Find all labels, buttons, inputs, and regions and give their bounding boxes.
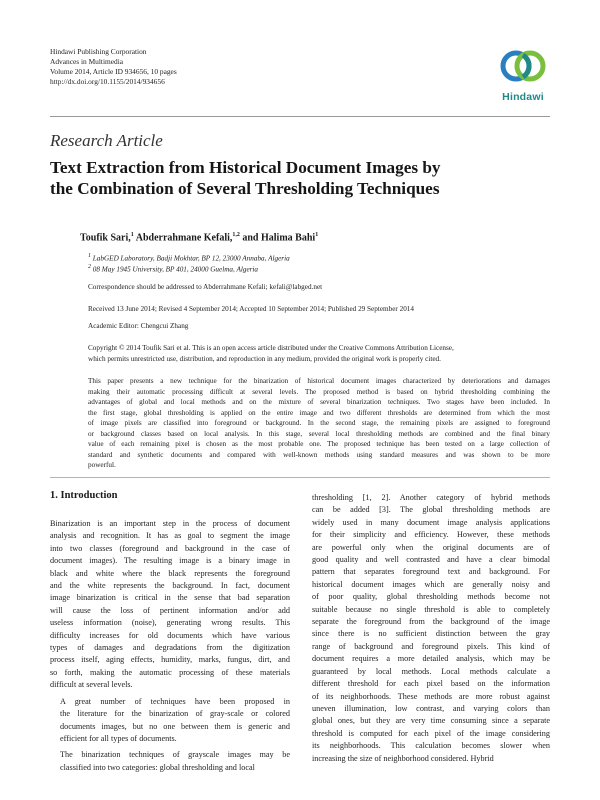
article-dates: Received 13 June 2014; Revised 4 September 2014; Accepted 10 September 2014; Published 29 September 2014 <box>88 305 414 313</box>
text-line: and the white represents the background. In fact, document <box>50 581 290 591</box>
text-line: Binarization is an important step in the process of document <box>50 519 290 528</box>
affiliation <box>88 264 258 273</box>
paragraph <box>50 518 290 692</box>
academic-editor: Academic Editor: Chengcui Zhang <box>88 322 189 330</box>
text-line: guaranteed by local methods. Local methods calculate a <box>312 666 550 676</box>
text-line: document images). The resulting image is a binary image in <box>50 556 290 566</box>
text-line: historical document images which are generally noisy and <box>312 579 550 589</box>
affiliation <box>88 253 290 262</box>
text-line: suitable because no single threshold is able to completely <box>312 604 550 614</box>
volume-line: Volume 2014, Article ID 934656, 10 pages <box>50 67 177 76</box>
text-line: global ones, but they are very time consuming since a separate <box>312 716 550 726</box>
author-sup: 1 <box>315 232 319 238</box>
affiliation-text: 08 May 1945 University, BP 401, 24000 Guelma, Algeria <box>92 265 259 274</box>
hindawi-logo-text: Hindawi <box>502 91 544 103</box>
publication-info <box>50 47 177 87</box>
copyright-notice <box>88 343 550 364</box>
author-sup: 1 <box>130 232 134 238</box>
text-line: different threshold for each pixel based on the information <box>312 679 550 689</box>
header-divider <box>50 116 550 117</box>
text-line: of its neighborhoods. These methods are more robust against <box>312 691 550 701</box>
text-line: are powerful only when the original documents are of <box>312 542 550 552</box>
text-line: types of damages and degradations from the digitization <box>50 643 290 653</box>
text-line: its neighborhoods. This calculation becomes slower when <box>312 741 550 751</box>
text-line: thresholding [1, 2]. Another category of hybrid methods <box>312 493 550 502</box>
abstract-line: or background classes based on local analysis. In this stage, several local thresholding methods are combined and the final binary <box>88 429 550 438</box>
text-line: image binarization is critical in the sense that bad separation <box>50 593 290 603</box>
hindawi-logo-icon <box>493 40 553 90</box>
hindawi-logo <box>493 40 553 106</box>
left-column <box>50 518 290 774</box>
text-line: document requires a more detailed analysis, which may be <box>312 654 550 664</box>
paragraph <box>50 749 290 774</box>
author-list <box>80 232 318 243</box>
title-line-1: Text Extraction from Historical Document Images by <box>50 158 441 177</box>
text-line: documents images, but no one between them is generic and <box>60 721 290 731</box>
article-type: Research Article <box>50 131 163 150</box>
text-line: will cause the loss of pertinent information and/or add <box>50 605 290 615</box>
text-line: into two classes (foreground and background in the case of <box>50 543 290 553</box>
section-heading: 1. Introduction <box>50 490 118 501</box>
text-line: the literature for the binarization of gray-scale or colored <box>60 709 290 719</box>
text-line: good quality and well contrasted and have a clear bimodal <box>312 555 550 565</box>
affiliation-text: LabGED Laboratory, Badji Mokhtar, BP 12, 23000 Annaba, Algeria <box>92 254 290 263</box>
affiliation-sup: 2 <box>88 264 91 270</box>
abstract-line: the first stage, global thresholding is applied on the entire image and two different thresholds are determined from which the most <box>88 408 550 417</box>
author-sup: 1,2 <box>232 232 240 238</box>
text-line: for their simplicity and efficiency. However, these methods <box>312 530 550 540</box>
text-line: pattern that separates foreground text and background. For <box>312 567 550 577</box>
copyright-line: Copyright © 2014 Toufik Sari et al. This is an open access article distributed under the Creative Commons Attribution License, <box>88 344 454 352</box>
text-line: process itself, aging effects, humidity, marks, fungus, dirt, and <box>50 655 290 665</box>
author-name: and Halima Bahi <box>242 232 316 244</box>
text-line: difficult at several levels. <box>50 680 133 690</box>
text-line: difficulty increases for old documents which have various <box>50 630 290 640</box>
abstract-line: value of each remaining pixel is chosen as the most probable one. The proposed technique has been tested on a large collection of <box>88 440 550 448</box>
text-line: of poor quality, global thresholding methods become not <box>312 592 550 602</box>
text-line: threshold is computed for each pixel of the image considering <box>312 728 550 738</box>
abstract-line: This paper presents a new technique for the binarization of historical document images characterized by deteriorations and damages <box>88 377 550 385</box>
title-line-2: the Combination of Several Thresholding Techniques <box>50 179 440 198</box>
correspondence: Correspondence should be addressed to Abderrahmane Kefali; kefali@labged.net <box>88 283 323 291</box>
affiliation-sup: 1 <box>88 253 91 259</box>
text-line: since there is no sufficient distinction between the gray <box>312 629 550 639</box>
text-line: range of background and foreground pixels. This kind of <box>312 641 550 651</box>
text-line: so forth, making the automatic processing of these materials <box>50 667 290 677</box>
right-column <box>312 492 550 765</box>
text-line: A great number of techniques have been proposed in <box>60 696 290 706</box>
article-title <box>50 157 550 199</box>
abstract-divider <box>50 477 550 478</box>
abstract-line: advantages of global and local methods and on the mixture of several binarization techniques. Two stages have been included. In <box>88 398 550 406</box>
text-line: The binarization techniques of grayscale images may be <box>60 750 290 760</box>
text-line: analysis and recognition. It has as goal to segment the image <box>50 531 290 541</box>
paragraph <box>50 696 290 746</box>
text-line: separate the foreground from the background of the image <box>312 617 550 627</box>
copyright-line: which permits unrestricted use, distribution, and reproduction in any medium, provided the original work is properly cited. <box>88 354 441 363</box>
publisher-name: Hindawi Publishing Corporation <box>50 47 147 56</box>
author-name: Abderrahmane Kefali, <box>135 232 233 244</box>
text-line: useless information (noise), generating wrong results. This <box>50 618 290 628</box>
abstract-line: powerful. <box>88 461 116 469</box>
doi-link[interactable]: http://dx.doi.org/10.1155/2014/934656 <box>50 77 165 86</box>
text-line: efficient for all types of documents. <box>60 733 177 743</box>
text-line: black and white where the black represents the foreground <box>50 568 290 578</box>
text-line: uneven illumination, low contrast, and varying colors than <box>312 703 550 713</box>
abstract <box>88 376 550 471</box>
abstract-line: standard and synthetic documents and compared with well-known methods using standard measures and was shown to be more <box>88 450 550 459</box>
text-line: can be added [3]. The global thresholding methods are <box>312 505 550 515</box>
journal-name: Advances in Multimedia <box>50 57 124 66</box>
author-name: Toufik Sari, <box>80 232 131 244</box>
text-line: widely used in many document image analysis applications <box>312 517 550 527</box>
text-line: increasing the size of neighborhood considered. Hybrid <box>312 753 494 763</box>
abstract-line: making their automatic processing difficult at several levels. The proposed method is based on hybrid thresholding combining the <box>88 387 550 396</box>
text-line: classified into two categories: global thresholding and local <box>60 762 255 772</box>
abstract-line: of image pixels are classified into foreground or background. In the second stage, the remaining pixels are assigned to foreground <box>88 419 550 427</box>
